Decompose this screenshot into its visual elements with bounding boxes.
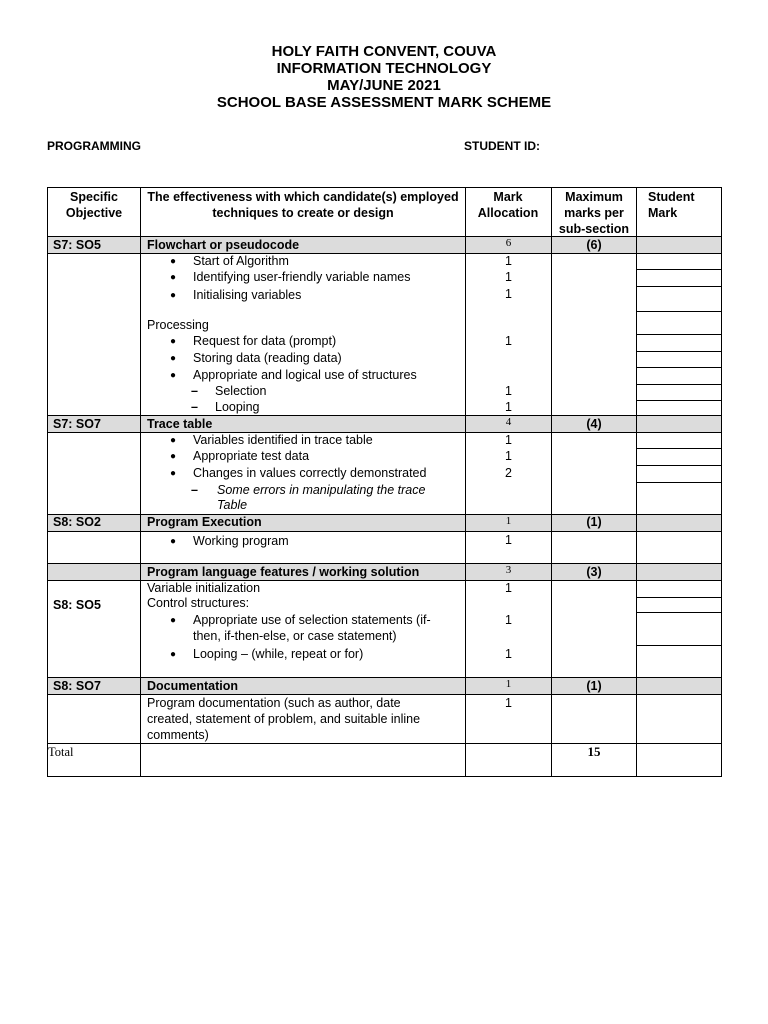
bullet-icon: ● <box>170 435 177 446</box>
group-label: Processing <box>147 318 209 332</box>
item-mark: 1 <box>505 287 512 301</box>
subject-title: INFORMATION TECHNOLOGY <box>276 60 492 77</box>
bullet-icon: ● <box>170 256 177 267</box>
criterion-line: comments) <box>147 728 209 742</box>
table-border <box>47 187 722 188</box>
table-rule <box>47 432 722 433</box>
sub-item: Looping <box>215 400 260 414</box>
section-title: Trace table <box>147 417 213 431</box>
student-mark-subrow <box>636 465 722 466</box>
item-mark: 1 <box>505 384 512 398</box>
bullet-icon: ● <box>170 370 177 381</box>
criterion-item: Changes in values correctly demonstrated <box>193 466 427 480</box>
student-mark-subrow <box>636 367 722 368</box>
item-mark: 1 <box>505 334 512 348</box>
header-objective: Specific Objective <box>65 190 123 220</box>
student-mark-subrow <box>636 400 722 401</box>
criterion-line: Control structures: <box>147 596 250 610</box>
item-mark: 1 <box>505 647 512 661</box>
section-title: Flowchart or pseudocode <box>147 238 300 252</box>
student-mark-subrow <box>636 645 722 646</box>
criterion-line: created, statement of problem, and suitable inline <box>147 712 421 726</box>
criterion-item: Start of Algorithm <box>193 254 289 268</box>
maximum-value: (1) <box>586 679 602 693</box>
student-mark-subrow <box>636 384 722 385</box>
school-name: HOLY FAITH CONVENT, COUVA <box>271 43 497 60</box>
bullet-icon: ● <box>170 536 177 547</box>
table-rule <box>140 187 141 777</box>
bullet-icon: ● <box>170 468 177 479</box>
bullet-icon: ● <box>170 649 177 660</box>
item-mark: 1 <box>505 533 512 547</box>
objective-code: S8: SO7 <box>53 679 101 693</box>
section-title: Documentation <box>147 679 238 693</box>
student-mark-subrow <box>636 448 722 449</box>
criterion-line: Program documentation (such as author, date <box>147 696 401 710</box>
criterion-item: Request for data (prompt) <box>193 334 337 348</box>
table-rule <box>636 187 637 777</box>
dash-icon: – <box>191 384 198 398</box>
item-mark: 1 <box>505 270 512 284</box>
maximum-value: (3) <box>586 565 602 579</box>
table-rule <box>47 531 722 532</box>
section-label: PROGRAMMING <box>47 139 141 153</box>
dash-icon: – <box>191 400 198 414</box>
objective-code: S7: SO7 <box>53 417 101 431</box>
objective-code: S8: SO2 <box>53 515 101 529</box>
total-value: 15 <box>587 744 601 759</box>
maximum-value: (6) <box>586 238 602 252</box>
total-label: Total <box>48 745 74 759</box>
table-border <box>721 187 722 777</box>
table-rule <box>47 253 722 254</box>
bullet-icon: ● <box>170 290 177 301</box>
student-id-label: STUDENT ID: <box>464 139 540 153</box>
item-mark: 1 <box>505 581 512 595</box>
student-mark-subrow <box>636 597 722 598</box>
item-mark: 1 <box>505 433 512 447</box>
student-mark-subrow <box>636 286 722 287</box>
document-title: SCHOOL BASE ASSESSMENT MARK SCHEME <box>216 94 552 111</box>
criterion-item: Appropriate use of selection statements (if- <box>193 613 431 627</box>
header-criteria: The effectiveness with which candidate(s) employed techniques to create or design <box>147 190 459 220</box>
bullet-icon: ● <box>170 451 177 462</box>
item-mark: 2 <box>505 466 512 480</box>
criterion-line: Variable initialization <box>147 581 261 595</box>
objective-code: S7: SO5 <box>53 238 101 252</box>
student-mark-subrow <box>636 612 722 613</box>
student-mark-subrow <box>636 269 722 270</box>
criterion-item: Identifying user-friendly variable names <box>193 270 411 284</box>
criterion-item: Working program <box>193 534 289 548</box>
student-mark-subrow <box>636 482 722 483</box>
criterion-item: Appropriate test data <box>193 449 310 463</box>
criterion-note: Some errors in manipulating the trace <box>217 483 426 497</box>
criterion-item: Storing data (reading data) <box>193 351 342 365</box>
session-title: MAY/JUNE 2021 <box>327 77 441 94</box>
allocation-value: 3 <box>505 564 512 576</box>
section-title: Program Execution <box>147 515 262 529</box>
table-border <box>47 187 48 777</box>
dash-icon: – <box>191 483 198 497</box>
bullet-icon: ● <box>170 353 177 364</box>
criterion-item: Initialising variables <box>193 288 302 302</box>
header-maximum: Maximum marks per sub-section <box>558 190 630 236</box>
allocation-value: 1 <box>505 678 512 690</box>
item-mark: 1 <box>505 449 512 463</box>
student-mark-subrow <box>636 351 722 352</box>
allocation-value: 1 <box>505 515 512 527</box>
criterion-item: Variables identified in trace table <box>193 433 373 447</box>
criterion-item: then, if-then-else, or case statement) <box>193 629 397 643</box>
allocation-value: 6 <box>505 237 512 249</box>
header-student-mark: Student Mark <box>648 190 695 220</box>
criterion-note: Table <box>217 498 248 512</box>
student-mark-subrow <box>636 311 722 312</box>
bullet-icon: ● <box>170 615 177 626</box>
item-mark: 1 <box>505 696 512 710</box>
table-border <box>47 776 722 777</box>
bullet-icon: ● <box>170 272 177 283</box>
item-mark: 1 <box>505 400 512 414</box>
item-mark: 1 <box>505 613 512 627</box>
allocation-value: 4 <box>505 416 512 428</box>
student-mark-subrow <box>636 334 722 335</box>
maximum-value: (4) <box>586 417 602 431</box>
header-allocation: Mark Allocation <box>477 190 539 220</box>
section-title: Program language features / working solution <box>147 565 420 579</box>
criterion-item: Appropriate and logical use of structures <box>193 368 417 382</box>
maximum-value: (1) <box>586 515 602 529</box>
sub-item: Selection <box>215 384 267 398</box>
criterion-item: Looping – (while, repeat or for) <box>193 647 364 661</box>
item-mark: 1 <box>505 254 512 268</box>
objective-code: S8: SO5 <box>53 598 101 612</box>
bullet-icon: ● <box>170 336 177 347</box>
